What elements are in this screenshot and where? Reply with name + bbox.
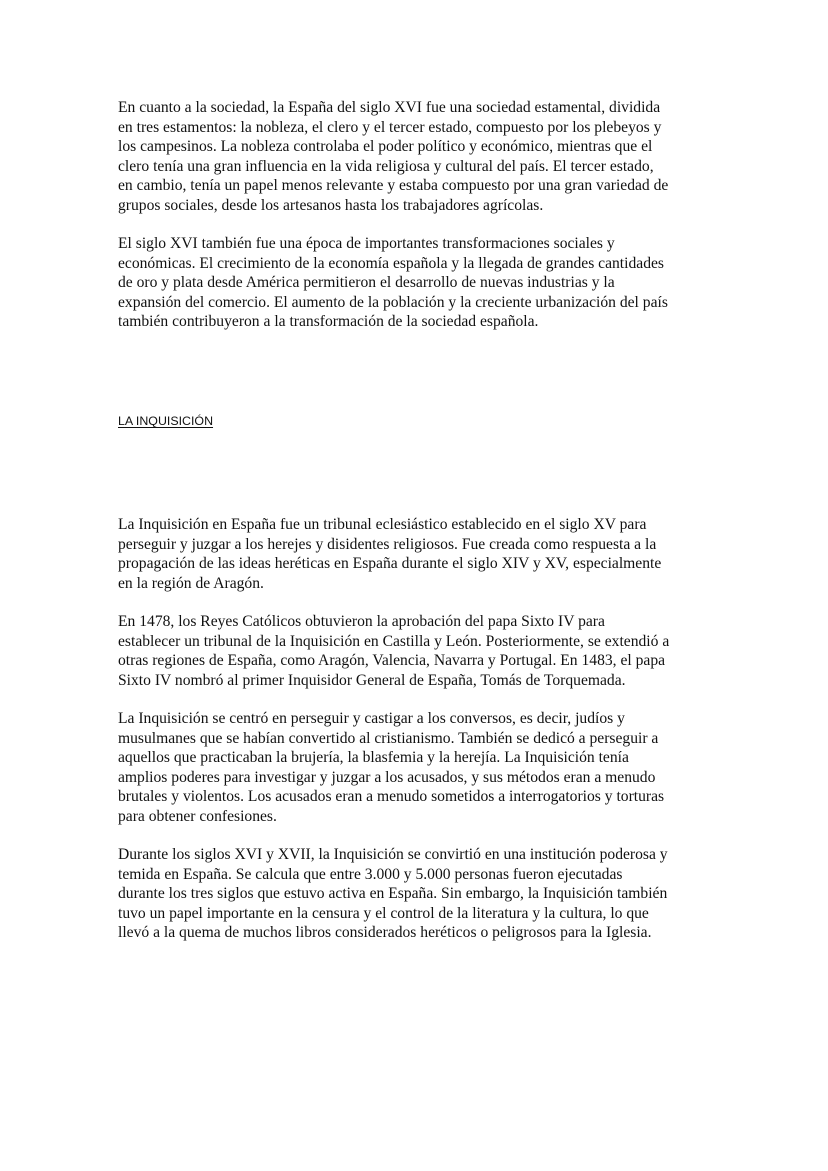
paragraph-tribunal [118,515,718,593]
text-line: Durante los siglos XVI y XVII, la Inquisición se convirtió en una institución poderosa y [118,846,668,863]
text-line: temida en España. Se calcula que entre 3.000 y 5.000 personas fueron ejecutadas [118,865,623,883]
text-line: durante los tres siglos que estuvo activa en España. Sin embargo, la Inquisición también [118,885,668,903]
text-line: los campesinos. La nobleza controlaba el poder político y económico, mientras que el [118,138,653,156]
text-line: Sixto IV nombró al primer Inquisidor General de España, Tomás de Torquemada. [118,671,626,689]
text-line: aquellos que practicaban la brujería, la blasfemia y la herejía. La Inquisición tenía [118,749,629,767]
paragraph-conversos [118,709,718,827]
text-line: grupos sociales, desde los artesanos hasta los trabajadores agrícolas. [118,196,544,214]
text-line: propagación de las ideas heréticas en España durante el siglo XIV y XV, especialmente [118,555,662,573]
section-heading: LA INQUISICIÓN [118,414,214,428]
text-line: El siglo XVI también fue una época de importantes transformaciones sociales y [118,235,615,252]
text-line: establecer un tribunal de la Inquisición en Castilla y León. Posteriormente, se extendió a [118,632,670,650]
text-line: llevó a la quema de muchos libros considerados heréticos o peligrosos para la Iglesia. [118,924,652,942]
text-line: musulmanes que se habían convertido al cristianismo. También se dedicó a perseguir a [118,729,659,747]
text-line: amplios poderes para investigar y juzgar a los acusados, y sus métodos eran a menudo [118,768,656,786]
text-line: En 1478, los Reyes Católicos obtuvieron la aprobación del papa Sixto IV para [118,613,605,630]
text-line: para obtener confesiones. [118,807,277,825]
text-line: perseguir y juzgar a los herejes y disidentes religiosos. Fue creada como respuesta a la [118,535,657,553]
text-line: La Inquisición se centró en perseguir y castigar a los conversos, es decir, judíos y [118,710,625,727]
paragraph-sociedad-estamental [118,98,718,216]
text-line: en cambio, tenía un papel menos relevante y estaba compuesto por una gran variedad de [118,177,669,195]
text-line: en la región de Aragón. [118,574,264,592]
text-line: expansión del comercio. El aumento de la población y la creciente urbanización del país [118,293,668,311]
text-line: En cuanto a la sociedad, la España del siglo XVI fue una sociedad estamental, dividida [118,99,661,116]
paragraph-transformaciones [118,234,718,332]
text-line: brutales y violentos. Los acusados eran a menudo sometidos a interrogatorios y torturas [118,788,665,806]
paragraph-reyes-catolicos [118,612,718,690]
text-line: de oro y plata desde América permitieron el desarrollo de nuevas industrias y la [118,274,615,292]
text-line: La Inquisición en España fue un tribunal eclesiástico establecido en el siglo XV para [118,516,647,533]
text-line: en tres estamentos: la nobleza, el clero y el tercer estado, compuesto por los plebeyos y [118,118,662,136]
text-line: también contribuyeron a la transformación de la sociedad española. [118,313,539,331]
text-line: clero tenía una gran influencia en la vida religiosa y cultural del país. El tercer estado, [118,157,654,175]
paragraph-siglos-xvi-xvii [118,845,718,943]
text-line: tuvo un papel importante en la censura y el control de la literatura y la cultura, lo que [118,904,649,922]
text-line: otras regiones de España, como Aragón, Valencia, Navarra y Portugal. En 1483, el papa [118,652,666,670]
text-line: económicas. El crecimiento de la economía española y la llegada de grandes cantidades [118,254,664,272]
